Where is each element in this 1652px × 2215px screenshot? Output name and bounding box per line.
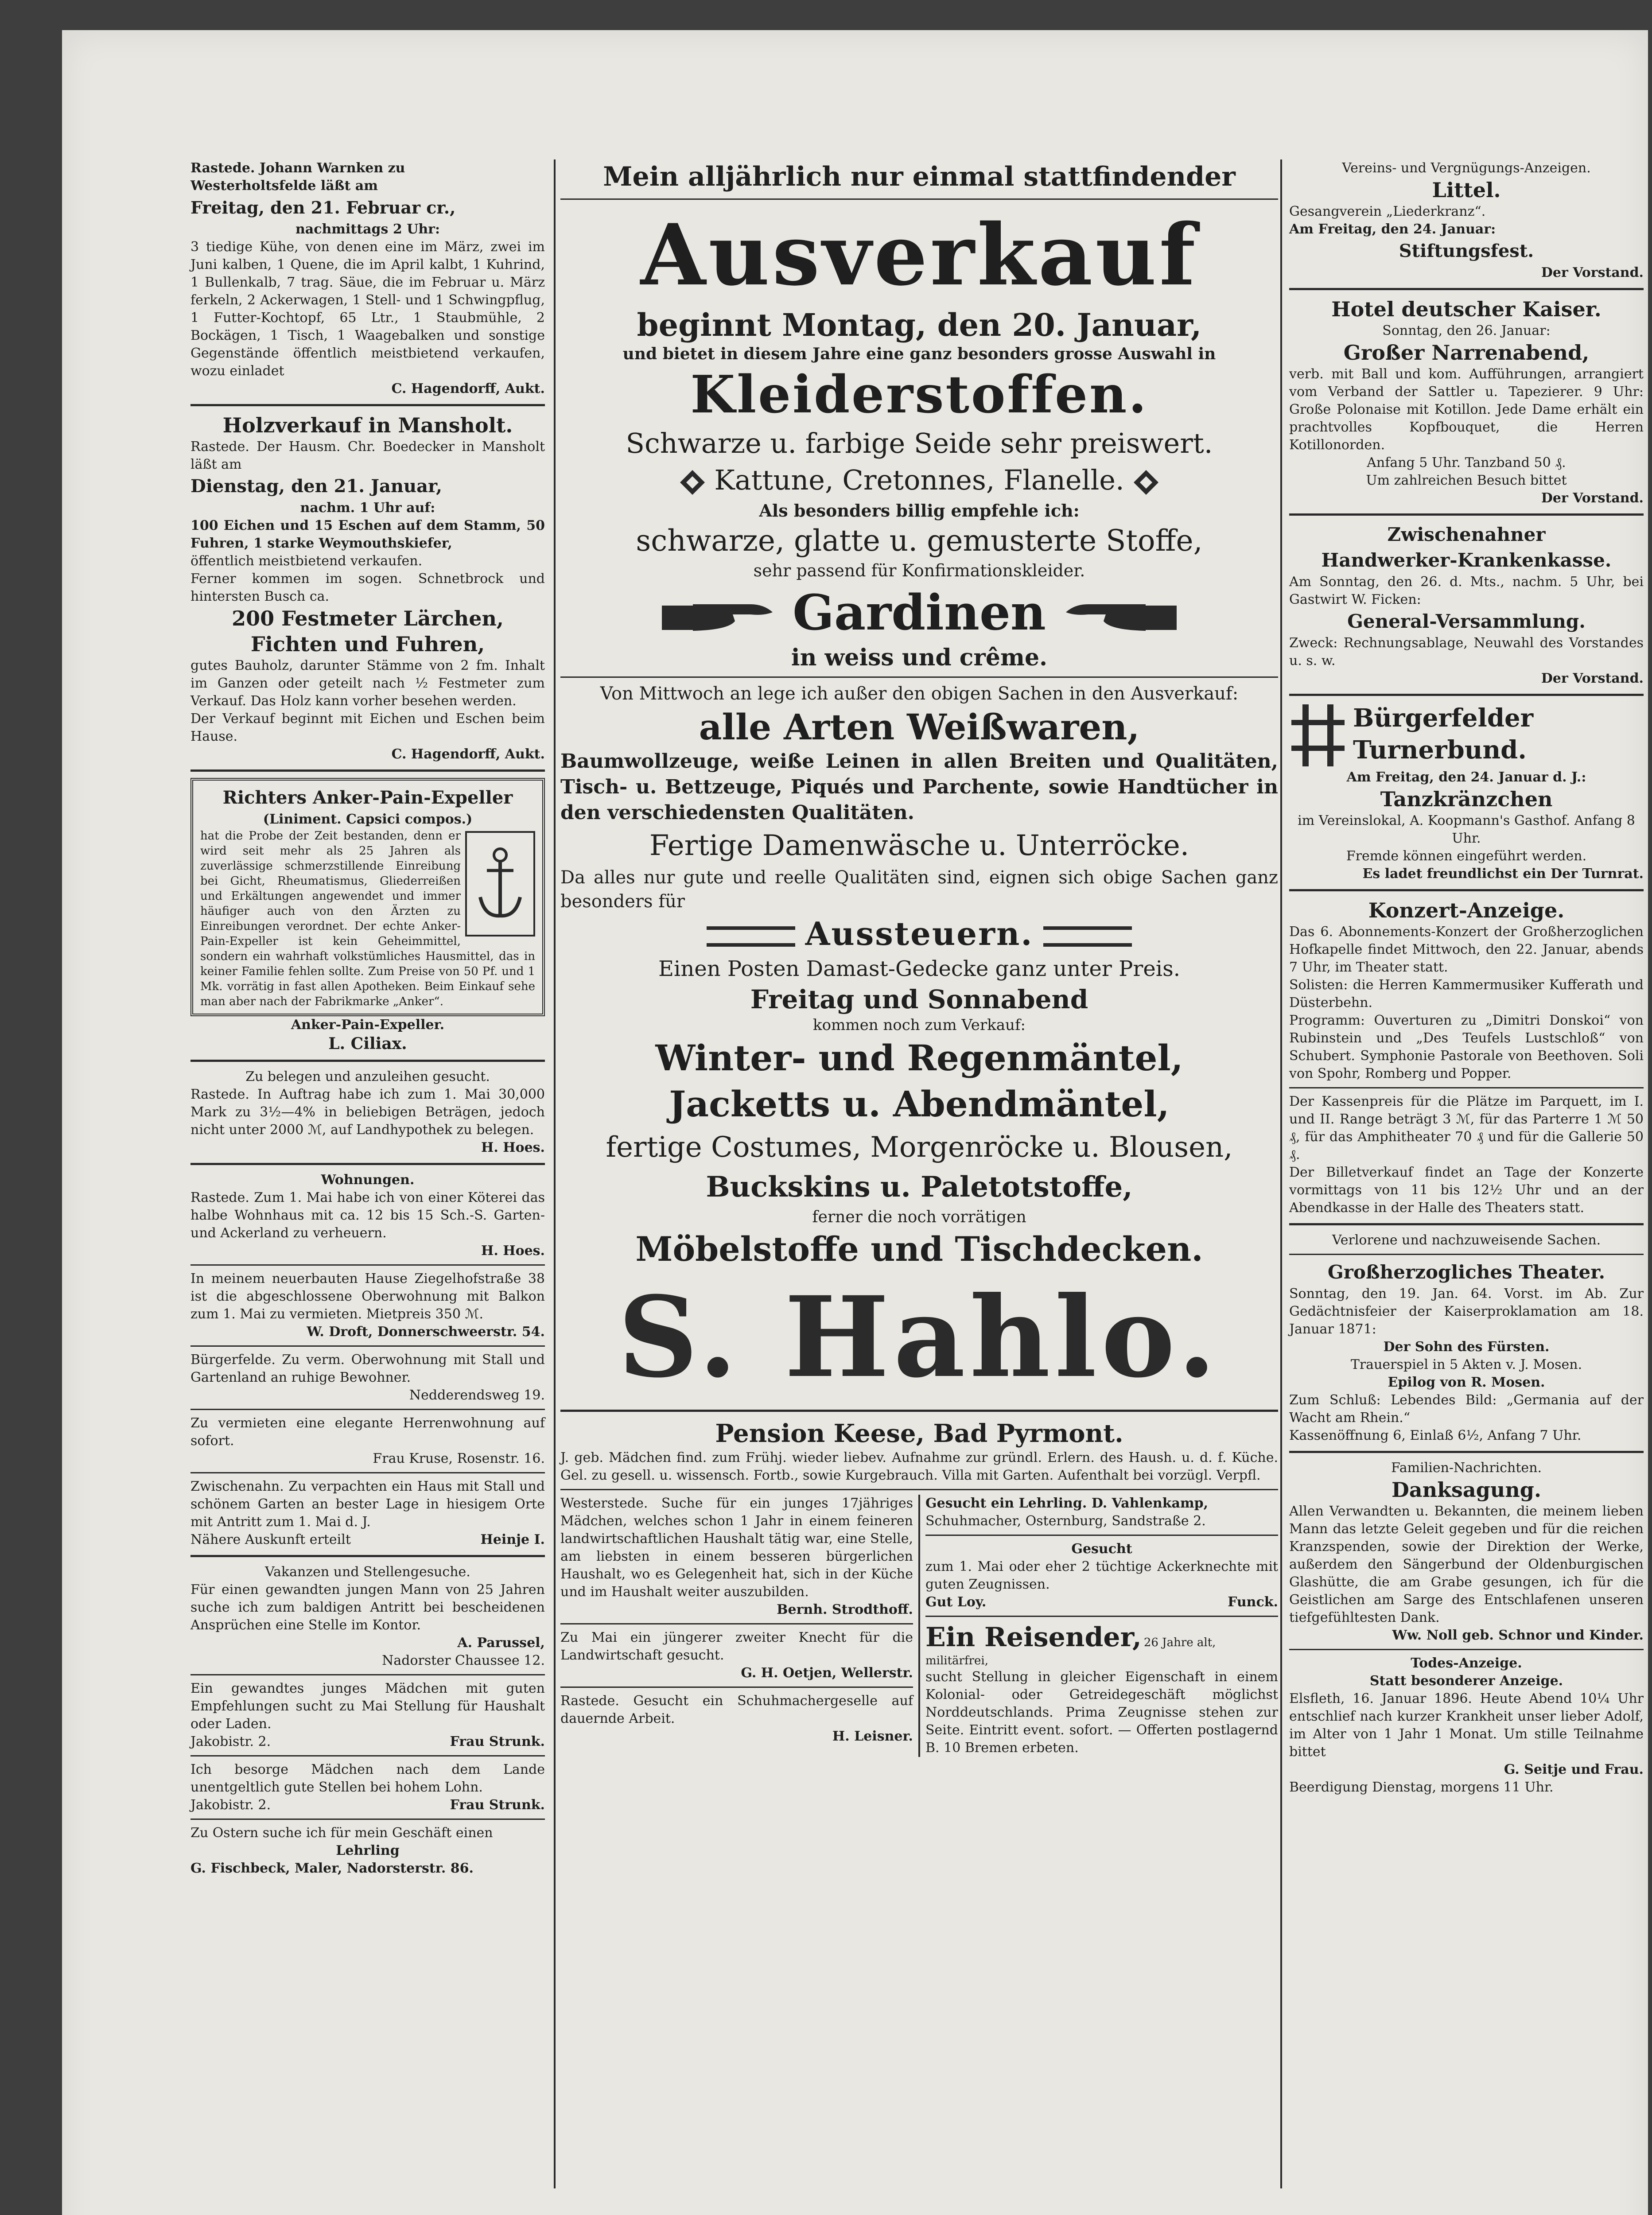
divider [1289,1087,1644,1088]
ad-date: Dienstag, den 21. Januar, [190,476,443,497]
section-title: Familien-Nachrichten. [1391,1460,1542,1476]
ad-signature: A. Parussel, [457,1635,545,1651]
ad-body: Zu Mai ein jüngerer zweiter Knecht für die Landwirtschaft gesucht. [560,1630,913,1663]
ad-title: Danksagung. [1392,1478,1541,1502]
ad-subtitle: (Liniment. Capsici compos.) [263,812,473,827]
ad-kleiderstoffe: Kleiderstoffen. [690,365,1148,425]
ad-weisswaren: alle Arten Weißwaren, [699,706,1140,748]
divider [560,1410,1278,1412]
ad-address: Jakobistr. 2. [190,1797,271,1813]
ad-line: Der Verkauf beginnt mit Eichen und Eschen beim Hause. [190,711,545,744]
ad-line: Ferner kommen im sogen. Schnetbrock und hintersten Busch ca. [190,571,545,604]
ad-buckskins: Buckskins u. Paletotstoffe, [706,1170,1133,1204]
ad-line [925,1495,1278,1512]
divider [190,1345,545,1347]
divider [925,1616,1278,1617]
ad-body: Solisten: die Herren Kammermusiker Kufferath und Düsterbehn. [1289,977,1644,1010]
ad-weisswaren-body: Baumwollzeuge, weiße Leinen in allen Breiten und Qualitäten, Tisch- u. Bettzeuge, Piqués und Parchente, sowie Handtücher in den verschiedensten Qualitäten. [560,750,1278,824]
ad-seide: Schwarze u. farbige Seide sehr preiswert. [626,427,1213,459]
ad-invite: Um zahlreichen Besuch bittet [1366,473,1567,488]
ad-body: verb. mit Ball und kom. Aufführungen, arrangiert vom Verband der Sattler u. Tapezierer. 9 Uhr: Große Polonaise mit Kotillon. Jede Dame erhält ein prachtvolles Kopfbouquet, die Herren Kotillonorden. [1289,366,1644,453]
divider [925,1535,1278,1536]
divider [190,1264,545,1266]
ad-signature: Der Vorstand. [1541,671,1644,686]
ad-body: Elsfleth, 16. Januar 1896. Heute Abend 10¼ Uhr entschlief nach kurzer Krankheit unser lieber Adolf, im Alter von 1 Jahr 1 Monat. Um stille Teilnahme bittet [1289,1691,1644,1760]
ad-body: Zu Ostern suche ich für mein Geschäft einen [190,1825,493,1841]
turner-cross-icon [1289,702,1347,769]
ad-body: Ich besorge Mädchen nach dem Lande unentgeltlich gute Stellen bei hohem Lohn. [190,1762,545,1795]
ad-line [925,1593,1278,1611]
ad-signature: D. Vahlenkamp, [1091,1496,1209,1511]
ad-body: J. geb. Mädchen find. zum Frühj. wieder liebev. Aufnahme zur gründl. Erlern. des Haush. u. d. f. Küche. Gel. zu gesell. u. wissensch. Fortb., sowie Kurgebrauch. Villa mit Garten. Aufenthalt bei vorzügl. Verpfl. [560,1450,1278,1483]
ad-signature: G. Fischbeck, Maler, Nadorsterstr. 86. [190,1861,474,1876]
ad-firm-name: S. Hahlo. [618,1272,1221,1402]
ad-line: 100 Eichen und 15 Eschen auf dem Stamm, 50 Fuhren, 1 starke Weymouthskiefer, [190,518,545,551]
ad-signature: H. Hoes. [481,1243,545,1259]
ad-title: Ein Reisender, [925,1622,1142,1653]
ad-signature: H. Hoes. [481,1140,545,1155]
ad-body: Bürgerfelde. Zu verm. Oberwohnung mit Stall und Gartenland an ruhige Bewohner. [190,1352,545,1385]
ad-body: Zu vermieten eine elegante Herrenwohnung auf sofort. [190,1415,545,1449]
ad-address: Jakobistr. 2. [190,1734,271,1749]
ad-highlight: Tanzkränzchen [1380,787,1553,811]
ad-geld [190,1068,545,1157]
ad-highlight: 200 Festmeter Lärchen, [232,606,504,630]
section-title: Vereins- und Vergnügungs-Anzeigen. [1342,160,1591,176]
ad-body: Am Sonntag, den 26. d. Mts., nachm. 5 Uhr, bei Gastwirt W. Ficken: [1289,574,1644,607]
ad-stoffe: schwarze, glatte u. gemusterte Stoffe, [636,524,1203,558]
ad-time: nachmittags 2 Uhr: [295,222,440,237]
column-rule [554,159,556,2188]
divider [560,1489,1278,1490]
ad-title: Todes-Anzeige. [1411,1655,1522,1671]
ad-damenwaesche: Fertige Damenwäsche u. Unterröcke. [649,829,1189,862]
divider [1289,1649,1644,1650]
ad-title: Zwischenahner [1387,524,1546,545]
ad-signature: Frau Strunk. [450,1734,545,1749]
ad-body: Das 6. Abonnements-Konzert der Großherzoglichen Hofkapelle findet Mittwoch, den 22. Januar, abends 7 Uhr, im Theater statt. [1289,924,1644,975]
ad-top-line: Mein alljährlich nur einmal stattfindender [603,161,1236,192]
ad-ausverkauf [560,159,1278,1403]
ad-ferner: ferner die noch vorrätigen [812,1208,1026,1226]
ad-line: Trauerspiel in 5 Akten v. J. Mosen. [1350,1357,1582,1372]
ad-body: im Vereinslokal, A. Koopmann's Gasthof. Anfang 8 Uhr. [1298,813,1635,846]
ad-gardinen-sub: in weiss und crême. [791,644,1048,671]
ad-address: Schuhmacher, Osternburg, Sandstraße 2. [925,1513,1206,1529]
divider [190,1674,545,1675]
ad-line [190,1531,545,1549]
ad-signature: Der Vorstand. [1541,265,1644,280]
ad-body: zum 1. Mai oder eher 2 tüchtige Ackerknechte mit guten Zeugnissen. [925,1559,1278,1592]
ad-signature: C. Hagendorff, Aukt. [391,381,545,396]
ad-date: Am Freitag, den 24. Januar: [1289,222,1496,237]
ad-mittwoch: Von Mittwoch an lege ich außer den obigen Sachen in den Ausverkauf: [600,684,1239,704]
ad-jacketts: Jacketts u. Abendmäntel, [669,1083,1170,1125]
ad-body: Westerstede. Suche für ein junges 17jähriges Mädchen, welches schon 1 Jahr in einem feineren landwirtschaftlichen Haushalt tätig war, eine Stelle, am liebsten in einem besseren bürgerlichen Haushalt, wo es Gelegenheit hat, sich in der Küche und im Haushalt weiter auszubilden. [560,1496,913,1600]
ad-offer: und bietet in diesem Jahre eine ganz besonders grosse Auswahl in [622,345,1216,363]
small-ads-left [560,1495,920,1757]
ad-title: Großherzogliches Theater. [1327,1261,1605,1283]
ad-body: Sonntag, den 19. Jan. 64. Vorst. im Ab. Zur Gedächtnisfeier der Kaiserproklamation am 18. Januar 1871: [1289,1286,1644,1337]
ad-line: Gesangverein „Liederkranz“. [1289,204,1486,219]
ad-signature: G. H. Oetjen, Wellerstr. [741,1665,913,1681]
ad-date: Sonntag, den 26. Januar: [1382,323,1551,338]
pointing-hand-right-icon [662,595,777,639]
ad-aside: 26 Jahre alt, militärfrei, [925,1636,1216,1667]
ad-pension-keese [560,1418,1278,1484]
ad-kattune: Kattune, Cretonnes, Flanelle. [714,464,1124,496]
ad-aussteuern: Aussteuern. [805,915,1034,952]
ad-reell: Da alles nur gute und reelle Qualitäten sind, eignen sich obige Sachen ganz besonders für [560,867,1278,912]
ad-konfirmation: sehr passend für Konfirmationskleider. [753,561,1085,580]
ad-signature: Der Vorstand. [1541,490,1644,506]
ad-line: öffentlich meistbietend verkaufen. [190,553,423,569]
divider [1289,1451,1644,1453]
ad-text: Nähere Auskunft erteilt [190,1532,351,1547]
ad-signature: Ww. Noll geb. Schnor und Kinder. [1392,1628,1644,1643]
ad-highlight: General-Versammlung. [1347,610,1586,632]
ad-time: nachm. 1 Uhr auf: [300,500,435,516]
section-title: Wohnungen. [321,1172,415,1188]
small-ads-right [920,1495,1278,1757]
ad-damast: Einen Posten Damast-Gedecke ganz unter Preis. [658,956,1180,981]
ad-body: Rastede. Zum 1. Mai habe ich von einer Köterei das halbe Wohnhaus mit ca. 12 bis 15 Sch.-S. Garten- und Ackerland zu verheuern. [190,1190,545,1241]
divider [560,1687,913,1688]
ad-body: Für einen gewandten jungen Mann von 25 Jahren suche ich zum baldigen Antritt bei bescheidenen Ansprüchen eine Stelle im Kontor. [190,1582,545,1633]
divider [190,1555,545,1557]
ad-signature: Nedderendsweg 19. [409,1387,545,1403]
ad-title: Bürgerfelder [1353,703,1534,733]
ad-title: Konzert-Anzeige. [1368,898,1565,922]
anchor-icon [465,831,535,937]
ad-line [925,1621,1278,1668]
ad-freitag: Freitag und Sonnabend [750,984,1088,1014]
ad-intro: Rastede. Der Hausm. Chr. Boedecker in Mansholt läßt am [190,439,545,472]
diamond-icon [679,469,706,496]
ad-title: Holzverkauf in Mansholt. [222,413,513,437]
divider [1289,513,1644,516]
ad-body: Zum Schluß: Lebendes Bild: „Germania auf der Wacht am Rhein.“ [1289,1392,1644,1426]
ad-line [190,1796,545,1814]
ad-body: Rastede. In Auftrag habe ich zum 1. Mai 30,000 Mark zu 3½—4% in beliebigen Beträgen, jedoch nicht unter 2000 ℳ, auf Landhypothek zu belegen. [190,1087,545,1138]
ad-subtitle: Statt besonderer Anzeige. [1369,1673,1563,1689]
ad-signature: W. Droft, Donnerschweerstr. 54. [307,1324,545,1340]
divider [190,404,545,406]
section-title: Verlorene und nachzuweisende Sachen. [1332,1232,1601,1248]
ad-seller: Anker-Pain-Expeller. [291,1017,445,1033]
ad-title: Gesucht [1071,1541,1132,1557]
ad-rastede-auction [190,159,545,398]
center-column [560,159,1278,1757]
double-dash-decoration [1043,926,1132,947]
ad-turnerbund [1289,702,1644,883]
ad-line: Westerholtsfelde läßt am [190,178,378,194]
divider [1289,694,1644,696]
divider [190,1060,545,1062]
ad-gardinen: Gardinen [793,584,1046,641]
ad-highlight: Stiftungsfest. [1399,241,1534,261]
small-ads-grid [560,1495,1278,1757]
ad-body: Zwischenahn. Zu verpachten ein Haus mit Stall und schönem Garten an bester Lage in hiesigem Orte mit Antritt zum 1. Mai d. J. [190,1479,545,1530]
ad-highlight: Großer Narrenabend, [1343,341,1590,365]
ad-holzverkauf [190,412,545,763]
ad-date: Am Freitag, den 24. Januar d. J.: [1346,769,1586,785]
ad-title: Pension Keese, Bad Pyrmont. [715,1419,1123,1448]
ad-body: Rastede. Gesucht ein Schuhmachergeselle auf dauernde Arbeit. [560,1693,913,1726]
ad-highlight: Lehrling [336,1843,400,1858]
left-column [190,159,545,1877]
ad-title: Handwerker-Krankenkasse. [1321,549,1612,571]
ad-signature: Funck. [1228,1594,1278,1610]
ad-highlight: Fichten und Fuhren, [250,632,485,656]
ad-line: Rastede. Johann Warnken zu [190,160,405,176]
ad-place: Gut Loy. [925,1594,987,1610]
ad-address: Nadorster Chaussee 12. [382,1653,545,1668]
ad-line: Kassenöffnung 6, Einlaß 6½, Anfang 7 Uhr. [1289,1428,1582,1443]
ad-body: In meinem neuerbauten Hause Ziegelhofstraße 38 ist die abgeschlossene Oberwohnung mit Balkon zum 1. Mai zu vermieten. Mietpreis 350 ℳ. [190,1271,545,1322]
divider [190,1472,545,1473]
ad-seller-name: L. Ciliax. [328,1034,407,1053]
ad-body: 3 tiedige Kühe, von denen eine im März, zwei im Juni kalben, 1 Quene, die im April kalbt, 1 Kuhrind, 1 Bullenkalb, 7 trag. Säue, die im Februar u. März ferkeln, 2 Ackerwagen, 1 Stell- und 1 Schwingpflug, 1 Futter-Kochtopf, 65 Ltr., 1 Staubmühle, 2 Bockägen, 1 Tisch, 1 Waagebalken und sonstige Gegenstände öffentlich meistbietend verkaufen, wozu einladet [190,239,545,379]
section-vakanzen [190,1563,545,1877]
ad-costumes: fertige Costumes, Morgenröcke u. Blousen, [606,1131,1233,1164]
right-column [1289,159,1644,1796]
ad-line: Epilog von R. Mosen. [1388,1375,1545,1390]
ad-richters-expeller [190,778,545,1016]
ad-date: Freitag, den 21. Februar cr., [190,198,456,218]
ad-signature: Es ladet freundlichst ein Der Turnrat. [1362,866,1644,882]
ad-line [190,1733,545,1751]
ad-body: Der Kassenpreis für die Plätze im Parquett, im I. und II. Range beträgt 3 ℳ, für das Parterre 1 ℳ 50 ₰, für das Amphitheater 70 ₰ und für die Gallerie 50 ₰. [1289,1094,1644,1162]
ad-title: Turnerbund. [1353,735,1527,765]
divider [1289,889,1644,891]
ad-winter: Winter- und Regenmäntel, [655,1037,1183,1079]
diamond-icon [1133,469,1159,496]
divider [560,198,1278,200]
divider [190,769,545,772]
divider [1289,288,1644,290]
ad-moebelstoffe: Möbelstoffe und Tischdecken. [635,1229,1203,1269]
ad-signature: C. Hagendorff, Aukt. [391,746,545,762]
ad-body: Allen Verwandten u. Bekannten, die meinem lieben Mann das letzte Geleit gegeben und für die reichen Kranzspenden, sowie der Direktion der Werke, außerdem den Sängerbund der Oldenburgischen Glashütte, die am Grabe gesungen, ich für die Geistlichen am Sarge des Entschlafenen unseren tiefgefühltesten Dank. [1289,1504,1644,1625]
ad-body: gutes Bauholz, darunter Stämme von 2 fm. Inhalt im Ganzen oder geteilt nach ½ Festmeter zum Verkauf. Das Holz kann vorher besehen werden. [190,658,545,709]
section-title: Vakanzen und Stellengesuche. [265,1564,470,1580]
column-rule [1280,159,1282,2188]
divider [560,1623,913,1624]
ad-body: Zweck: Rechnungsablage, Neuwahl des Vorstandes u. s. w. [1289,635,1644,668]
ad-body: Der Billetverkauf findet an Tage der Konzerte vormittags von 11 bis 12½ Uhr und an der Abendkasse in der Halle des Theaters statt. [1289,1165,1644,1216]
ad-begin: beginnt Montag, den 20. Januar, [637,307,1202,343]
ad-title: Gesucht ein Lehrling. [925,1496,1087,1511]
ad-body: hat die Probe der Zeit bestanden, denn er wird seit mehr als 25 Jahren als zuverlässige schmerzstillende Einreibung bei Gicht, Rheumatismus, Gliederreißen und Erkältungen angewendet und immer häufiger auch von den Ärzten zu Einreibungen verordnet. Der echte Anker-Pain-Expeller ist kein Geheimmittel, sondern ein wahrhaft volkstümliches Hausmittel, das in keiner Familie fehlen sollte. Zum Preise von 50 Pf. und 1 Mk. vorrätig in fast allen Apotheken. Beim Einkauf sehe man aber nach der Fabrikmarke „Anker“. [200,829,535,1008]
ad-signature: H. Leisner. [832,1729,913,1744]
ad-body: Ein gewandtes junges Mädchen mit guten Empfehlungen sucht zu Mai Stellung für Haushalt oder Laden. [190,1681,545,1732]
ad-line: Beerdigung Dienstag, morgens 11 Uhr. [1289,1780,1554,1795]
divider [1289,1223,1644,1225]
divider [190,1755,545,1756]
divider [560,676,1278,678]
ad-signature: Frau Kruse, Rosenstr. 16. [373,1451,545,1466]
divider [1289,1254,1644,1255]
ad-title: Hotel deutscher Kaiser. [1331,297,1601,321]
ad-line: Fremde können eingeführt werden. [1346,848,1587,864]
ad-signature: G. Seitje und Frau. [1504,1762,1644,1777]
place-title: Littel. [1432,178,1501,202]
ad-signature: Frau Strunk. [450,1797,545,1813]
section-wohnungen [190,1171,545,1549]
ad-body: sucht Stellung in gleicher Eigenschaft in einem Kolonial- oder Getreidegeschäft möglichst Norddeutschlands. Prima Zeugnisse stehen zur Seite. Eintritt event. sofort. — Offerten postlagernd B. 10 Bremen erbeten. [925,1669,1278,1756]
ad-billig: Als besonders billig empfehle ich: [759,501,1080,521]
ad-freitag-sub: kommen noch zum Verkauf: [813,1016,1026,1034]
ad-signature: Bernh. Strodthoff. [777,1602,913,1617]
ad-time: Anfang 5 Uhr. Tanzband 50 ₰. [1367,455,1566,470]
ad-title: Zu belegen und anzuleihen gesucht. [245,1069,490,1084]
pointing-hand-left-icon [1061,595,1177,639]
divider [190,1819,545,1820]
divider [190,1409,545,1410]
ad-highlight: Der Sohn des Fürsten. [1383,1339,1550,1355]
ad-signature: Heinje I. [480,1532,545,1547]
ad-headline: Ausverkauf [640,206,1198,304]
ad-body: Programm: Ouverturen zu „Dimitri Donskoi“ von Rubinstein und „Des Teufels Lustschloß“ von Schubert. Symphonie Pastorale von Beethoven. Soli von Spohr, Romberg und Popper. [1289,1013,1644,1081]
divider [190,1163,545,1165]
double-dash-decoration [707,926,795,947]
ad-title: Richters Anker-Pain-Expeller [222,787,513,808]
